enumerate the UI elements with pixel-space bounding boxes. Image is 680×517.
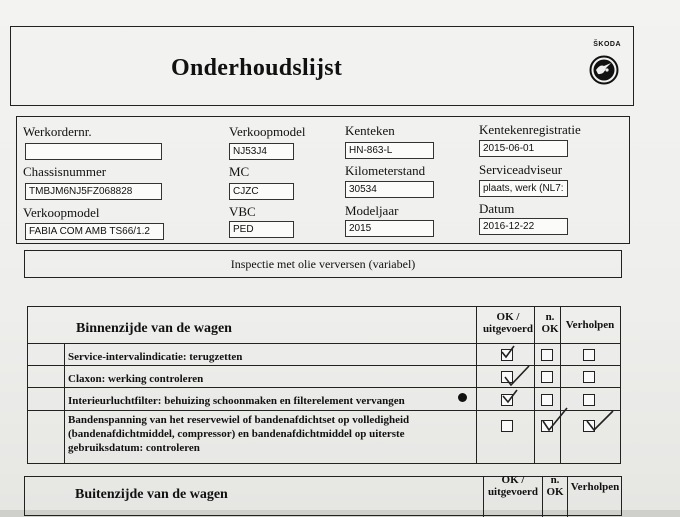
col-header-fixed: Verholpen	[565, 319, 615, 331]
checkmark-icon	[500, 387, 520, 405]
skoda-logo-icon	[589, 55, 619, 85]
verkoopmodel-field: FABIA COM AMB TS66/1.2	[25, 223, 164, 240]
modeljaar-label: Modeljaar	[345, 203, 399, 218]
verkoopmodel-code-label: Verkoopmodel	[229, 124, 306, 139]
header-box	[10, 26, 634, 106]
checkmark-icon	[502, 363, 532, 389]
verkoopmodel-label: Verkoopmodel	[23, 205, 100, 220]
section-title-interior: Binnenzijde van de wagen	[76, 321, 232, 336]
bullet-dot-icon	[458, 393, 467, 402]
checklist-row-1: Service-intervalindicatie: terugzetten	[68, 351, 243, 363]
chassisnummer-field: TMBJM6NJ5FZ068828	[25, 183, 162, 200]
kenteken-label: Kenteken	[345, 123, 395, 138]
vbc-field: PED	[229, 221, 294, 238]
checkmark-icon	[499, 343, 517, 361]
datum-label: Datum	[479, 201, 515, 216]
col-header-nok-2: n. OK	[546, 474, 564, 498]
checkbox-fixed-row-3[interactable]	[583, 394, 595, 406]
serviceadviseur-label: Serviceadviseur	[479, 162, 563, 177]
section-title-exterior: Buitenzijde van de wagen	[75, 487, 228, 502]
inspection-type: Inspectie met olie verversen (variabel)	[230, 257, 416, 271]
kentekenregistratie-label: Kentekenregistratie	[479, 122, 581, 137]
kilometerstand-label: Kilometerstand	[345, 163, 426, 178]
kentekenregistratie-field: 2015-06-01	[479, 140, 568, 157]
werkordernr-label: Werkordernr.	[23, 124, 92, 139]
checkbox-fixed-row-2[interactable]	[583, 371, 595, 383]
checkbox-nok-row-2[interactable]	[541, 371, 553, 383]
datum-field: 2016-12-22	[479, 218, 568, 235]
checklist-row-3: Interieurluchtfilter: behuizing schoonmaken en filterelement vervangen	[68, 395, 405, 407]
page-title: Onderhoudslijst	[171, 55, 343, 81]
checklist-row-2: Claxon: werking controleren	[68, 373, 204, 385]
interior-checklist	[27, 306, 621, 464]
checkbox-fixed-row-1[interactable]	[583, 349, 595, 361]
inspection-banner	[24, 250, 622, 278]
col-header-ok-2: OK / uitgevoerd	[487, 474, 539, 498]
serviceadviseur-field: plaats, werk (NL7:	[479, 180, 568, 197]
chassisnummer-label: Chassisnummer	[23, 164, 107, 179]
brand-name: ŠKODA	[593, 41, 621, 48]
checkmark-icon	[584, 407, 616, 433]
kenteken-field: HN-863-L	[345, 142, 434, 159]
col-header-nok: n. OK	[541, 311, 559, 335]
checkmark-icon	[540, 405, 570, 433]
vehicle-info-box	[16, 116, 630, 244]
checklist-row-4: Bandenspanning van het reservewiel of bandenafdichtset op volledigheid (bandenafdichtmiddel, compressor) en bandenafdichtmiddel op uiterste gebruiksdatum: controleren	[68, 414, 410, 454]
vbc-label: VBC	[229, 204, 256, 219]
exterior-checklist	[24, 476, 622, 516]
col-header-ok: OK / uitgevoerd	[482, 311, 534, 335]
kilometerstand-field: 30534	[345, 181, 434, 198]
checkbox-nok-row-1[interactable]	[541, 349, 553, 361]
werkordernr-field	[25, 143, 162, 160]
modeljaar-field: 2015	[345, 220, 434, 237]
mc-field: CJZC	[229, 183, 294, 200]
checkbox-ok-row-4[interactable]	[501, 420, 513, 432]
mc-label: MC	[229, 164, 250, 179]
col-header-fixed-2: Verholpen	[570, 481, 620, 493]
verkoopmodel-code-field: NJ53J4	[229, 143, 294, 160]
